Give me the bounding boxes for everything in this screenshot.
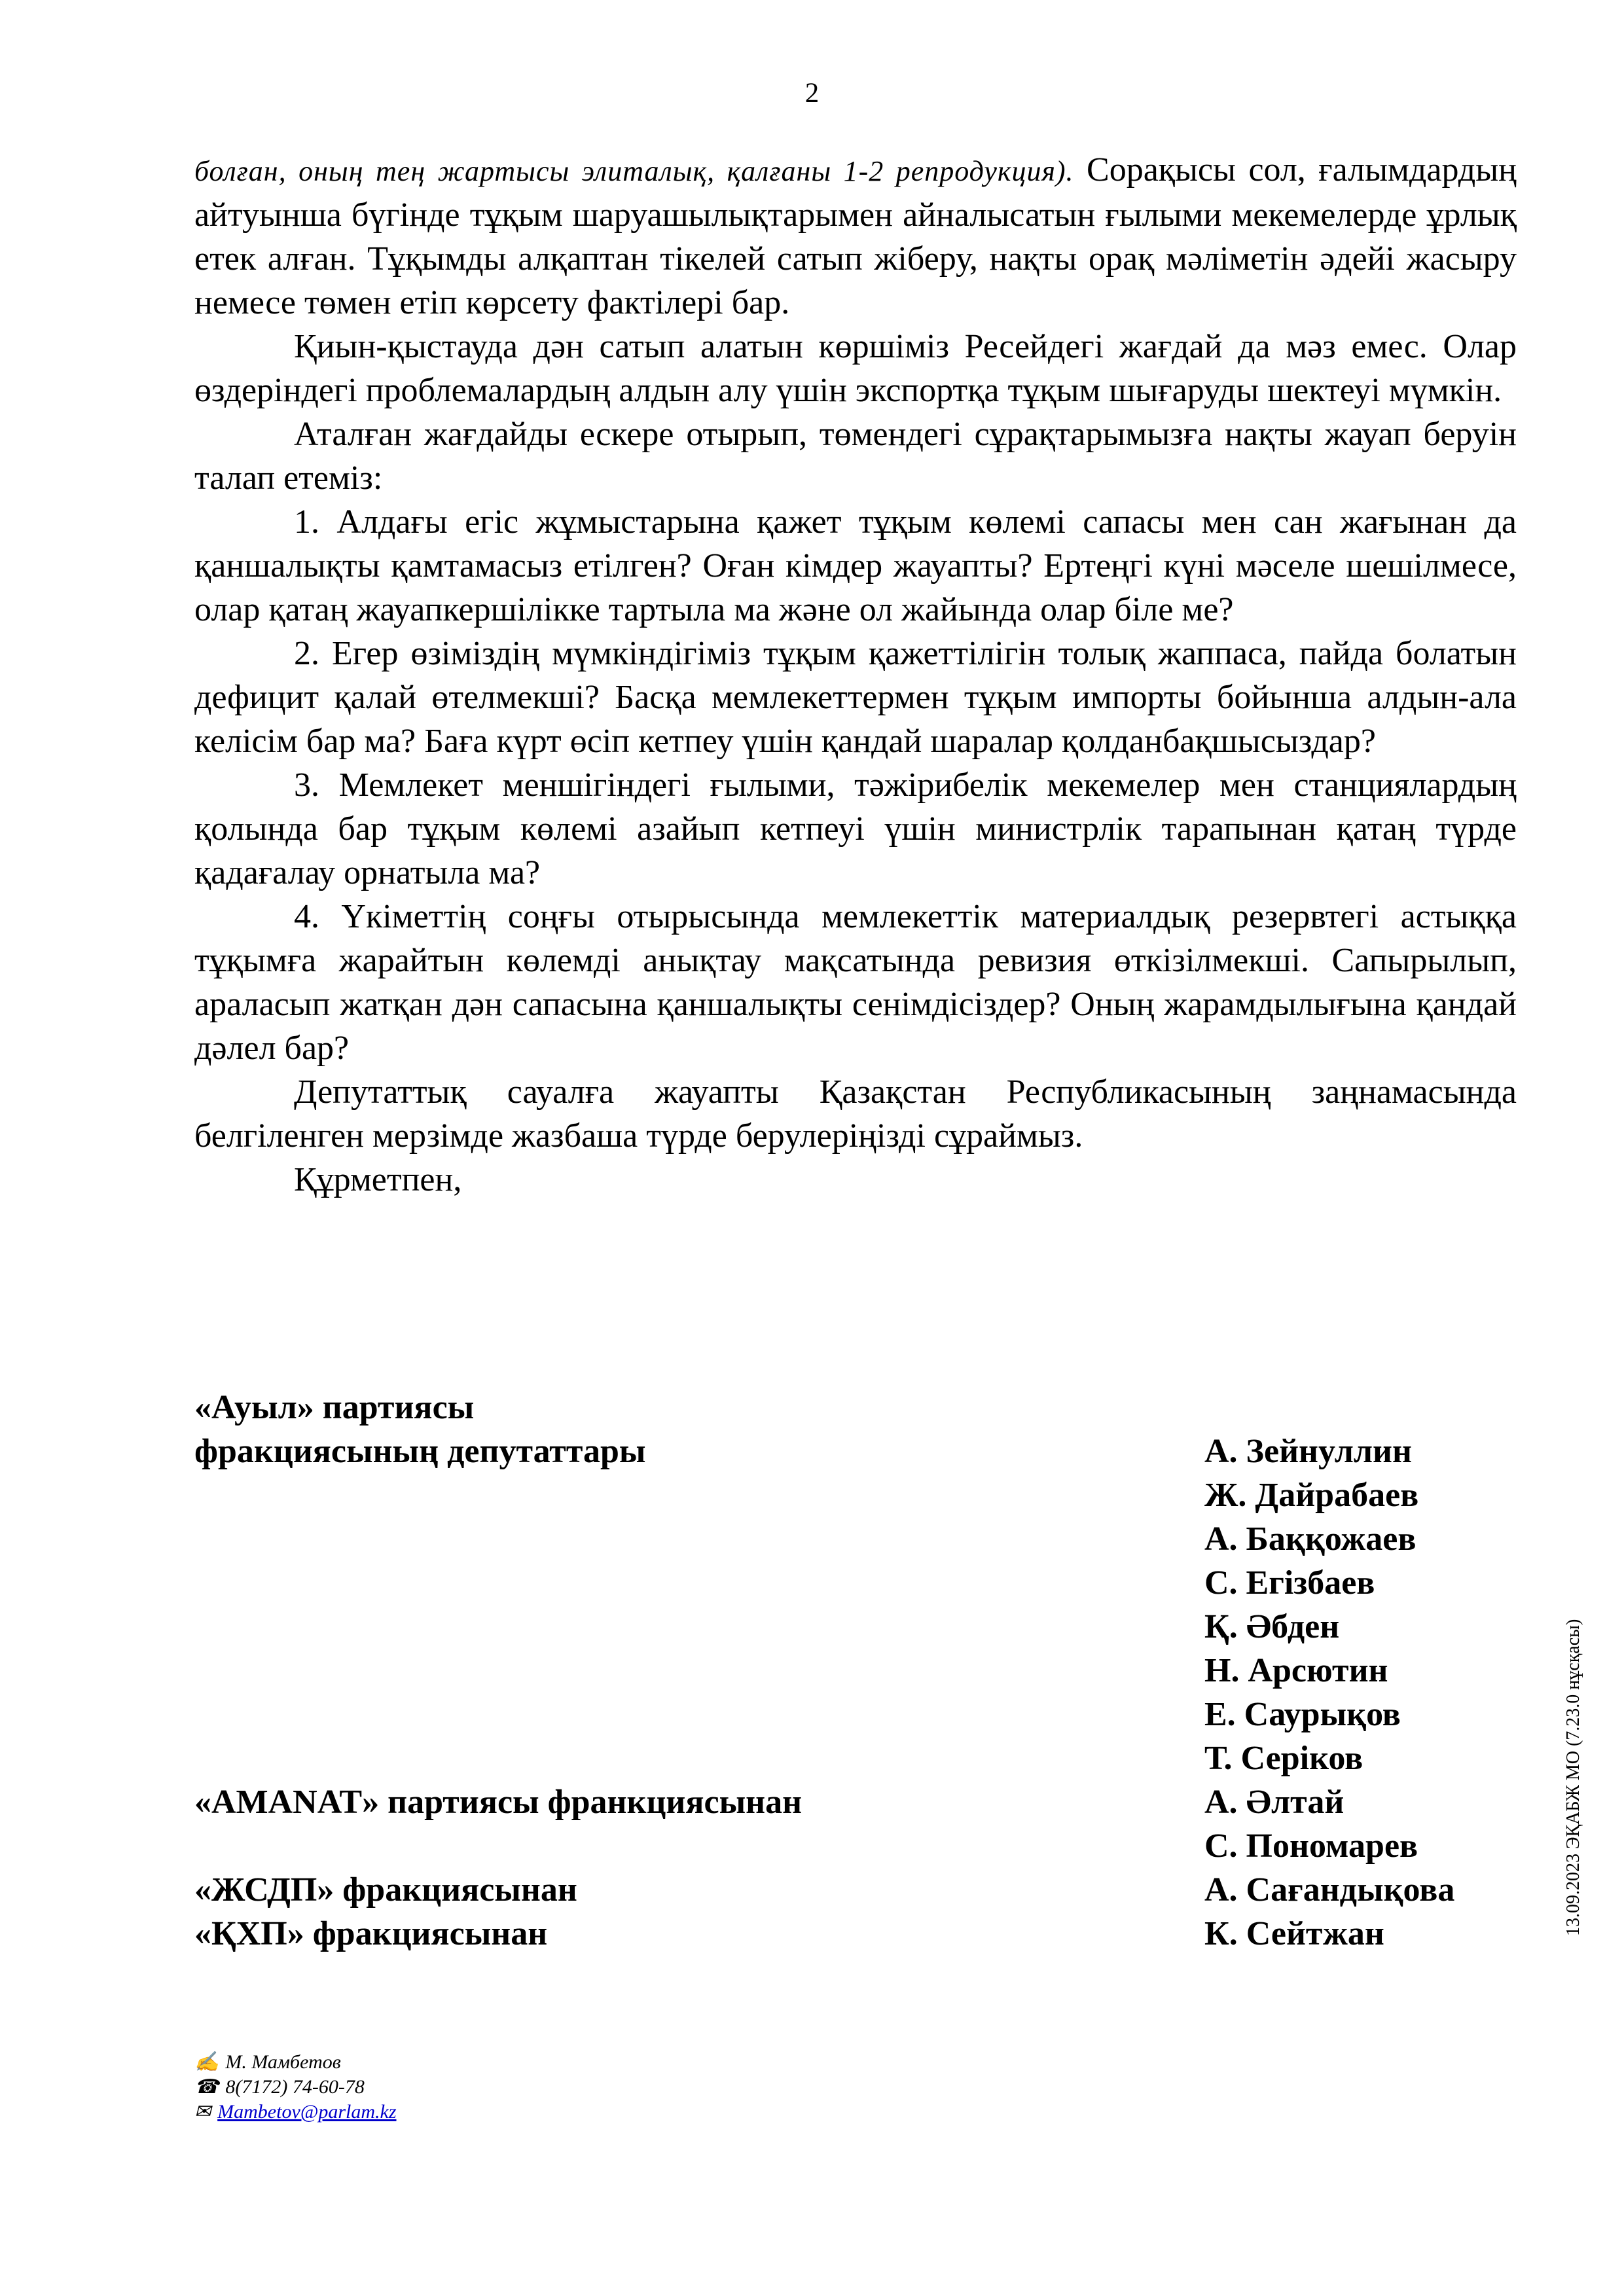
page-number: 2 <box>804 78 820 109</box>
registration-stamp: 13.09.2023 ЭҚАБЖ МО (7.23.0 нұсқасы) <box>1563 1619 1583 1936</box>
signatory-name: К. Сейтжан <box>1204 1915 1384 1952</box>
contact-email-link[interactable]: Mambetov@parlam.kz <box>217 2101 397 2123</box>
question-1: 1. Алдағы егіс жұмыстарына қажет тұқым көлемі сапасы мен сан жағынан да қаншалықты қамтамасыз етілген? Оған кімдер жауапты? Ертеңгі күні мәселе шешілмесе, олар қатаң жауапкершілікке тартыла ма және ол жайында олар біле ме? <box>194 503 1517 628</box>
signatory-name: Ж. Дайрабаев <box>1204 1477 1419 1514</box>
faction-zhsdp-label: «ЖСДП» фракциясынан <box>194 1871 577 1909</box>
contact-phone-row <box>194 2075 397 2100</box>
signatory-name: С. Пономарев <box>1204 1827 1418 1865</box>
signatory-name: С. Егізбаев <box>1204 1564 1375 1602</box>
signatory-name: Н. Арсютин <box>1204 1652 1388 1689</box>
contact-name: М. Мамбетов <box>225 2051 341 2073</box>
signatory-name: А. Баққожаев <box>1204 1520 1416 1558</box>
signatory-name: А. Әлтай <box>1204 1784 1344 1821</box>
closing-salutation: Құрметпен, <box>294 1161 462 1198</box>
signatory-name: Қ. Әбден <box>1204 1608 1340 1645</box>
signatory-name: А. Зейнуллин <box>1204 1433 1412 1470</box>
contact-name-row <box>194 2050 397 2075</box>
faction-auyl-line1: «Ауыл» партиясы <box>194 1389 475 1426</box>
paragraph-4: Депутаттық сауалға жауапты Қазақстан Республикасының заңнамасында белгіленген мерзімде жазбаша түрде берулеріңізді сұраймыз. <box>194 1073 1517 1155</box>
italic-lead-text: болған, оның тең жартысы элиталық, қалғаны 1-2 репродукция). <box>194 155 1074 187</box>
signatory-name: А. Сағандықова <box>1204 1871 1455 1909</box>
paragraph-1 <box>194 148 1517 325</box>
paragraph-3: Аталған жағдайды ескере отырып, төмендегі сұрақтарымызға нақты жауап беруін талап етеміз: <box>194 416 1517 497</box>
paragraph-1-text: Сорақысы сол, ғалымдардың айтуынша бүгінде тұқым шаруашылықтарымен айналысатын ғылыми мекемелерде ұрлық етек алған. Тұқымды алқаптан тікелей сатып жіберу, нақты орақ мәліметін әдейі жасыру немесе төмен етіп көрсету фактілері бар. <box>194 151 1517 321</box>
question-2: 2. Егер өзіміздің мүмкіндігіміз тұқым қажеттілігін толық жаппаса, пайда болатын дефицит қалай өтелмекші? Басқа мемлекеттермен тұқым импорты бойынша алдын-ала келісім бар ма? Баға күрт өсіп кетпеу үшін қандай шаралар қолданбақшысыздар? <box>194 635 1517 760</box>
document-body <box>194 148 1517 1202</box>
contact-block <box>194 2050 397 2125</box>
signatory-name: Т. Серіков <box>1204 1740 1363 1777</box>
pen-icon: ✍ <box>194 2051 219 2073</box>
faction-amanat-label: «AMANAT» партиясы франкциясынан <box>194 1784 803 1821</box>
envelope-icon: ✉ <box>194 2101 211 2123</box>
phone-icon: ☎ <box>194 2076 219 2098</box>
contact-phone: 8(7172) 74-60-78 <box>225 2076 365 2098</box>
question-3: 3. Мемлекет меншігіндегі ғылыми, тәжірибелік мекемелер мен станциялардың қолында бар тұқым көлемі азайып кетпеуі үшін министрлік тарапынан қатаң түрде қадағалау орнатыла ма? <box>194 766 1517 891</box>
faction-auyl-line2: фракциясының депутаттары <box>194 1433 646 1470</box>
question-4: 4. Үкіметтің соңғы отырысында мемлекеттік материалдық резервтегі астыққа тұқымға жарайтын көлемді анықтау мақсатында ревизия өткізілмекші. Сапырылып, араласып жатқан дән сапасына қаншалықты сенімдісіздер? Оның жарамдылығына қандай дәлел бар? <box>194 898 1517 1067</box>
signatory-name: Е. Саурықов <box>1204 1696 1401 1733</box>
paragraph-2: Қиын-қыстауда дән сатып алатын көршіміз Ресейдегі жағдай да мәз емес. Олар өздеріндегі проблемалардың алдын алу үшін экспортқа тұқым шығаруды шектеуі мүмкін. <box>194 328 1517 409</box>
contact-email-row <box>194 2100 397 2125</box>
faction-qhp-label: «ҚХП» фракциясынан <box>194 1915 548 1952</box>
